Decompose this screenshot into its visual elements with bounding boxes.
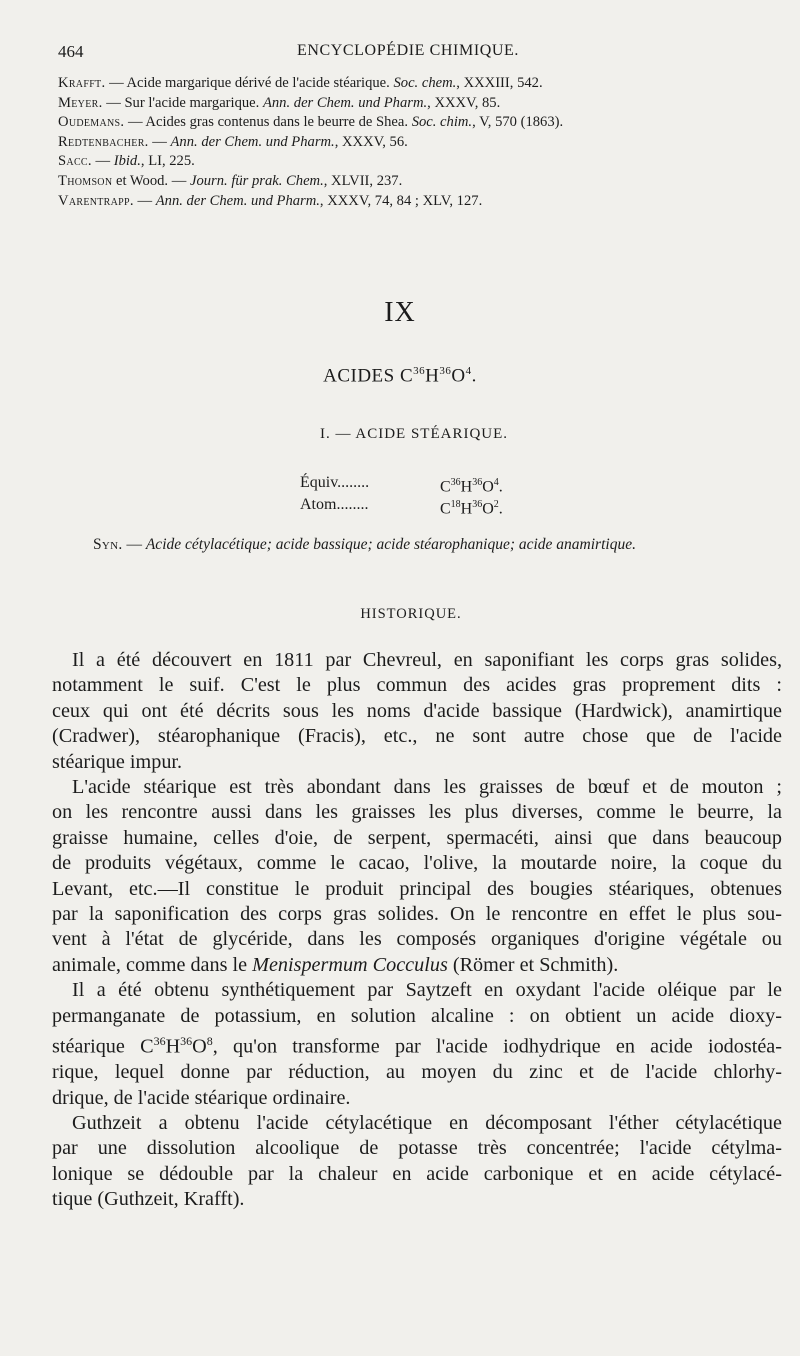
body-text	[52, 648, 782, 1213]
subscript-number: 36	[472, 477, 483, 488]
text-fragment: (Römer et Schmith).	[447, 953, 619, 976]
reference-entry	[58, 172, 758, 192]
text-line: stéarique impur.	[52, 750, 183, 773]
species-name: Menispermum Cocculus	[252, 953, 448, 976]
chapter-title-text: ACIDES C	[323, 365, 414, 387]
reference-author: Meyer.	[58, 94, 103, 111]
reference-text: —	[133, 192, 156, 209]
text-line: (Cradwer), stéarophanique (Fracis), etc., ne sont autre chose que de l'acide	[52, 725, 782, 748]
text-line: Levant, etc.—Il constitue le produit principal des bougies stéariques, obtenues	[52, 877, 782, 900]
element-symbol: O	[482, 478, 494, 496]
reference-text: — Sur l'acide margarique.	[102, 94, 263, 111]
reference-journal: Ann. der Chem. und Pharm.	[262, 94, 428, 111]
text-line: rique, lequel donne par réduction, au moyen du zinc et de l'acide chlorhy-	[52, 1061, 782, 1084]
reference-entry	[58, 152, 758, 172]
text-line: par une dissolution alcoolique de potasse très concentrée; l'acide cétylma-	[52, 1137, 782, 1160]
subscript-number: 36	[439, 365, 452, 377]
reference-author: Sacc.	[58, 153, 92, 170]
reference-author: Varentrapp.	[58, 192, 134, 209]
bibliography-list	[58, 74, 758, 211]
text-line: Il a été découvert en 1811 par Chevreul, en saponifiant les corps gras solides,	[72, 649, 782, 671]
element-symbol: O	[192, 1035, 207, 1058]
chapter-title	[0, 365, 800, 387]
reference-volume: , XXXV, 74, 84 ; XLV, 127.	[319, 192, 483, 209]
text-line: ceux qui ont été décrits sous les noms d'acide bassique (Hardwick), anamirtique	[52, 699, 782, 722]
reference-entry	[58, 74, 758, 94]
element-symbol: C	[440, 500, 451, 518]
reference-journal: Soc. chem.	[393, 75, 457, 91]
reference-text: — Acide margarique dérivé de l'acide stéarique.	[105, 75, 394, 91]
text-line: tique (Guthzeit, Krafft).	[52, 1188, 245, 1211]
reference-entry	[58, 113, 758, 133]
page-header	[58, 42, 758, 68]
reference-author: Oudemans.	[58, 114, 125, 131]
element-symbol: H	[165, 1035, 181, 1058]
reference-journal: Ibid.	[113, 153, 141, 170]
text-line: notamment le suif. C'est le plus commun des acides gras proprement dits :	[52, 674, 782, 697]
subscript-number: 18	[450, 499, 461, 510]
reference-volume: , V, 570 (1863).	[472, 114, 564, 131]
reference-volume: , XXXV, 56.	[334, 133, 408, 150]
reference-journal: Ann. der Chem. und Pharm.	[155, 192, 320, 209]
reference-journal: Ann. der Chem. und Pharm.	[170, 133, 335, 150]
text-fragment: stéarique C	[52, 1035, 154, 1058]
reference-volume: , XLVII, 237.	[323, 172, 403, 189]
historique-heading: HISTORIQUE.	[360, 606, 462, 622]
subscript-number: 36	[450, 477, 461, 488]
reference-author: Krafft.	[58, 75, 106, 91]
synonyms-list: Acide cétylacétique; acide bassique; acide stéarophanique; acide anamirtique.	[145, 536, 636, 553]
reference-journal: Journ. für prak. Chem.	[189, 172, 324, 189]
subscript-number: 4	[493, 477, 499, 488]
reference-entry	[58, 192, 758, 212]
reference-author: Redtenbacher.	[58, 133, 149, 150]
element-symbol: C	[440, 478, 451, 496]
element-symbol: O	[482, 500, 494, 518]
synonyms-dash: —	[122, 536, 146, 553]
subscript-number: 36	[472, 499, 483, 510]
reference-volume: , LI, 225.	[140, 153, 195, 170]
reference-journal: Soc. chim.	[411, 114, 473, 131]
title-end: .	[471, 365, 477, 387]
text-line: par la saponification des corps gras solides. On le rencontre en effet le plus sou-	[52, 903, 782, 926]
text-line: L'acide stéarique est très abondant dans les graisses de bœuf et de mouton ;	[72, 776, 782, 799]
subscript-number: 2	[493, 499, 499, 510]
text-line: vent à l'état de glycéride, dans les composés organiques d'origine végétale ou	[52, 928, 782, 951]
subscript-number: 8	[206, 1034, 213, 1049]
reference-volume: , XXXV, 85.	[427, 94, 501, 111]
element-symbol: H	[460, 500, 473, 518]
formula-label: Équiv........	[300, 474, 370, 491]
reference-text: — Acides gras contenus dans le beurre de Shea.	[124, 114, 412, 131]
text-fragment: , qu'on transforme par l'acide iodhydrique en acide iodostéa-	[212, 1035, 782, 1058]
text-line: on les rencontre aussi dans les graisses les plus diverses, comme le beurre, la	[52, 801, 782, 824]
element-symbol: O	[451, 365, 466, 387]
text-line: Il a été obtenu synthétiquement par Saytzeft en oxydant l'acide oléique par le	[72, 979, 782, 1002]
subscript-number: 4	[465, 365, 472, 377]
chapter-numeral: IX	[384, 297, 416, 328]
reference-text: —	[148, 133, 171, 150]
element-symbol: H	[425, 365, 440, 387]
formula-label: Atom........	[300, 496, 369, 513]
text-line: graisse humaine, celles d'oie, de serpent, spermacéti, ainsi que dans beaucoup	[52, 826, 782, 849]
reference-entry	[58, 133, 758, 153]
formula-end: .	[498, 478, 503, 496]
subscript-number: 36	[413, 365, 426, 377]
section-title: I. — ACIDE STÉARIQUE.	[319, 426, 509, 442]
text-line: Guthzeit a obtenu l'acide cétylacétique en décomposant l'éther cétylacétique	[72, 1112, 782, 1135]
text-line: drique, de l'acide stéarique ordinaire.	[52, 1086, 351, 1109]
formula-value	[440, 494, 503, 520]
synonyms-label: Syn.	[93, 536, 123, 553]
text-fragment: animale, comme dans le	[52, 953, 253, 976]
reference-text: et Wood. —	[112, 172, 190, 189]
reference-volume: , XXXIII, 542.	[456, 75, 543, 91]
reference-entry	[58, 94, 758, 114]
text-line	[52, 953, 782, 978]
text-line: permanganate de potassium, en solution alcaline : on obtient un acide dioxy-	[52, 1004, 782, 1027]
running-title: ENCYCLOPÉDIE CHIMIQUE.	[296, 42, 520, 59]
formula-end: .	[498, 500, 503, 518]
synonyms-line	[93, 536, 636, 554]
subscript-number: 36	[153, 1034, 166, 1049]
subscript-number: 36	[180, 1034, 193, 1049]
text-line	[52, 1029, 782, 1060]
page-number: 464	[58, 42, 84, 61]
reference-author: Thomson	[58, 172, 113, 189]
reference-text: —	[91, 153, 114, 170]
text-line: lonique se dédouble par la chaleur en acide carbonique et en acide cétylacé-	[52, 1162, 782, 1185]
text-line: de produits végétaux, comme le cacao, l'olive, la moutarde noire, la coque du	[52, 852, 782, 875]
element-symbol: H	[460, 478, 473, 496]
